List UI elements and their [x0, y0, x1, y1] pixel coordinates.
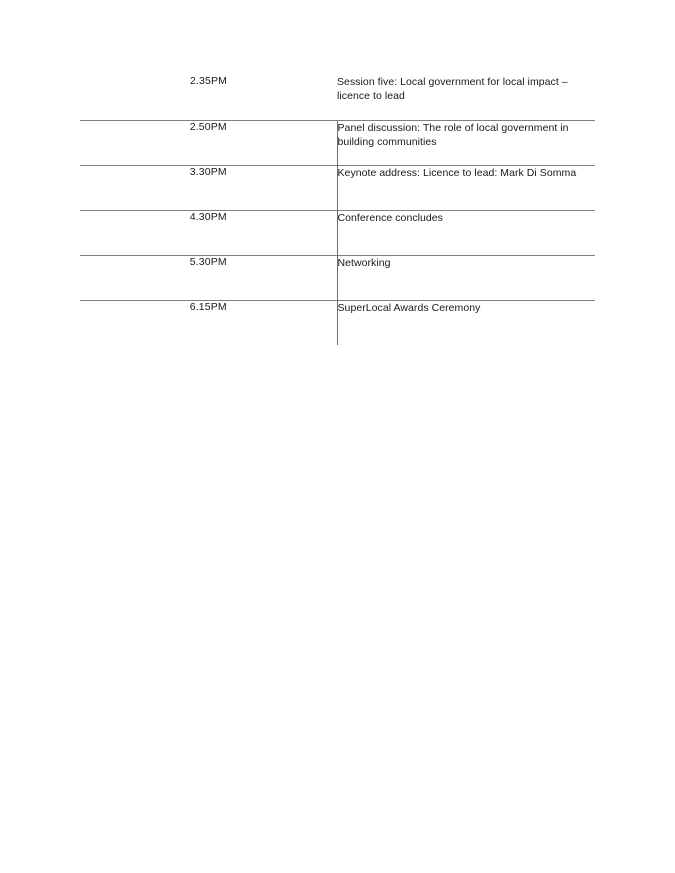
table-row [80, 300, 595, 345]
agenda-description-text: Networking [337, 256, 391, 269]
agenda-description-text: Conference concludes [337, 211, 443, 224]
agenda-description-cell [337, 300, 595, 345]
agenda-time-cell: 5.30PM [80, 255, 337, 300]
agenda-time-cell: 2.35PM [189, 75, 228, 87]
agenda-table-body [80, 75, 595, 345]
agenda-description-cell [337, 210, 595, 255]
agenda-time-cell: 4.30PM [80, 210, 337, 255]
agenda-description-text: Session five: Local government for local impact – licence to lead [337, 76, 568, 103]
agenda-time-cell: 6.15PM [80, 300, 337, 345]
agenda-time-cell: 2.50PM [80, 120, 337, 165]
table-row [80, 210, 595, 255]
table-row [80, 255, 595, 300]
agenda-time-cell: 3.30PM [80, 165, 337, 210]
agenda-description-cell [337, 120, 595, 165]
agenda-description-text: SuperLocal Awards Ceremony [337, 301, 481, 314]
table-row [80, 120, 595, 165]
table-row [80, 165, 595, 210]
agenda-description-cell [337, 75, 595, 120]
agenda-description-text: Panel discussion: The role of local government in building communities [337, 121, 569, 148]
agenda-description-cell [337, 165, 595, 210]
agenda-description-cell [337, 255, 595, 300]
agenda-description-text: Keynote address: Licence to lead: Mark Di Somma [337, 166, 577, 179]
table-row [80, 75, 595, 120]
agenda-table [80, 75, 595, 345]
